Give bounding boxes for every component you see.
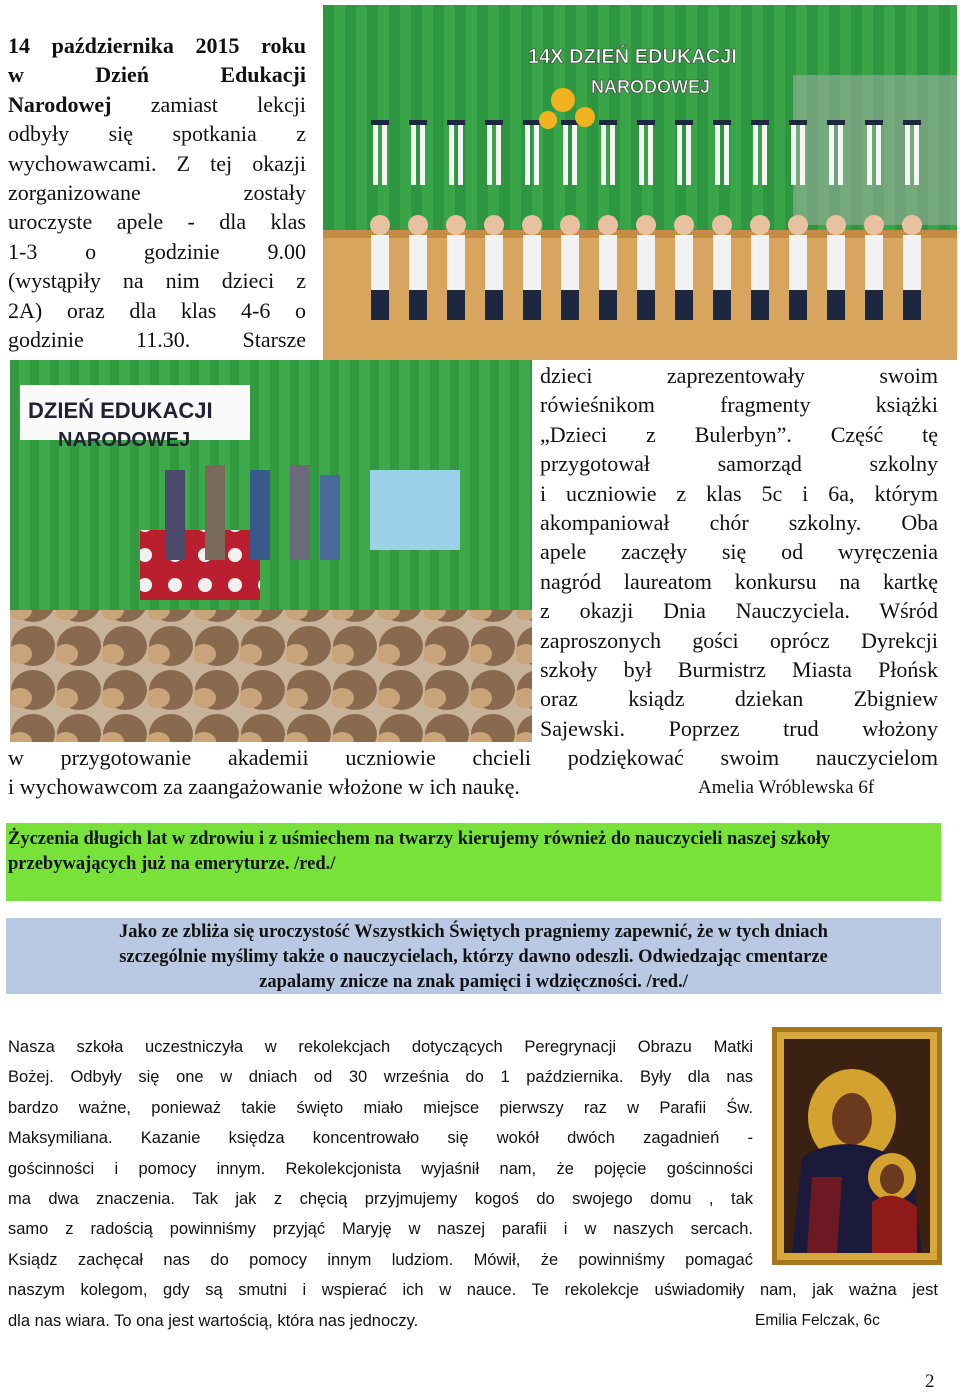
article2-full-line-text: naszym kolegom, gdy są smutni i wspierać ich w nauce. Te rekolekcje uświadomiły nam, jak ważna jest <box>8 1281 938 1299</box>
article1-right-line: szkoły był Burmistrz Miasta Płońsk <box>540 657 938 683</box>
photo2-banner-top: DZIEŃ EDUKACJI <box>28 398 213 423</box>
article1-left-line <box>8 60 306 89</box>
photo-stage-performance <box>10 360 532 742</box>
article2-body <box>8 1032 753 1275</box>
article1-right-line: z okazji Dnia Nauczyciela. Wśród <box>540 598 938 624</box>
article1-left-line <box>8 207 306 236</box>
article1-text: godzinie 11.30. Starsze <box>8 327 306 353</box>
icon-painting <box>772 1027 942 1265</box>
article1-left-line <box>8 296 306 325</box>
article1-right-line: apele zaczęły się od wyręczenia <box>540 539 938 565</box>
photo1-banner-top: 14X DZIEŃ EDUKACJI <box>528 46 737 68</box>
article1-right-line: zaproszonych gości oprócz Dyrekcji <box>540 627 938 653</box>
article2-line: Ksiądz zachęcał nas do pomocy innym ludziom. Mówił, że powinniśmy pomagać <box>8 1250 753 1269</box>
article1-left-line <box>8 119 306 148</box>
photo2-banner-bottom: NARODOWEJ <box>58 429 191 451</box>
page-number-text: 2 <box>925 1371 935 1392</box>
article2-author <box>755 1306 880 1336</box>
article1-author <box>698 776 874 800</box>
article2-author-text: Emilia Felczak, 6c <box>755 1312 880 1329</box>
article1-text: zamiast lekcji <box>111 91 306 117</box>
article1-left-line <box>8 325 306 354</box>
article1-text: uroczyste apele - dla klas <box>8 209 306 235</box>
article1-text: (wystąpiły na nim dzieci z <box>8 268 306 294</box>
article2-line: Bożej. Odbyły się one w dniach od 30 września do 1 października. Były dla nas <box>8 1068 753 1087</box>
green-wishes-box <box>6 823 941 901</box>
article1-text: 2A) oraz dla klas 4-6 o <box>8 297 306 323</box>
photo-children-line <box>323 5 957 360</box>
article1-right-column <box>540 361 938 743</box>
article2-line: Maksymiliana. Kazanie księdza koncentrowało się wokół dwóch zagadnień - <box>8 1129 753 1148</box>
article1-author-text: Amelia Wróblewska 6f <box>698 777 875 798</box>
photo-children-line-image <box>323 5 957 360</box>
article2-line: ma dwa znaczenia. Tak jak z chęcią przyjmujemy kogoś do swojego domu , tak <box>8 1190 753 1209</box>
article2-line: samo z radością powinniśmy przyjąć Maryję w naszej parafii i w naszych sercach. <box>8 1220 753 1239</box>
blue-memory-line: zapalamy znicze na znak pamięci i wdzięczności. /red./ <box>259 971 688 992</box>
article1-right-line: oraz ksiądz dziekan Zbigniew <box>540 686 938 712</box>
blue-memory-box <box>6 918 941 994</box>
article1-text: odbyły się spotkania z <box>8 121 306 147</box>
article1-bold-text: 14 października 2015 roku <box>8 33 306 58</box>
article1-right-line: Sajewski. Poprzez trud włożony <box>540 715 938 741</box>
article1-right-line: „Dzieci z Bulerbyn”. Część tę <box>540 421 938 447</box>
article1-left-line <box>8 149 306 178</box>
article1-right-line: i uczniowie z klas 5c i 6a, którym <box>540 480 938 506</box>
article1-text: 1-3 o godzinie 9.00 <box>8 238 306 264</box>
green-wishes-text: Życzenia długich lat w zdrowiu i z uśmiechem na twarzy kierujemy również do nauczycieli naszej szkoły przebywających już na emeryturze. /red./ <box>8 829 831 874</box>
article2-line: Nasza szkoła uczestniczyła w rekolekcjach dotyczących Peregrynacji Obrazu Matki <box>8 1038 753 1056</box>
article2-line: gościnności i pomocy innym. Rekolekcjonista wyjaśnił nam, że pojęcie gościnności <box>8 1159 753 1178</box>
article1-right-line: rówieśnikom fragmenty książki <box>540 392 938 418</box>
article2-full-line <box>8 1275 938 1305</box>
madonna-icon-image <box>772 1027 942 1265</box>
article1-right-line: nagród laureatom konkursu na kartkę <box>540 568 938 594</box>
article1-left-line <box>8 31 306 60</box>
article1-right-line: dzieci zaprezentowały swoim <box>540 363 938 388</box>
article1-bold-text: w Dzień Edukacji <box>8 62 306 88</box>
photo-stage-performance-image <box>10 360 532 742</box>
article1-full-line-text: w przygotowanie akademii uczniowie chcieli podziękować swoim nauczycielom <box>8 745 938 770</box>
article1-left-line <box>8 266 306 295</box>
article2-line: bardzo ważne, ponieważ takie święto miało miejsce pierwszy raz w Parafii Św. <box>8 1098 753 1117</box>
article1-last-line-text: i wychowawcom za zaangażowanie włożone w ich naukę. <box>8 774 520 799</box>
article1-left-line <box>8 237 306 266</box>
blue-memory-line: Jako ze zbliża się uroczystość Wszystkich Świętych pragniemy zapewnić, że w tych dniach <box>119 922 828 942</box>
photo1-banner-bottom: NARODOWEJ <box>591 77 711 97</box>
article1-left-line <box>8 90 306 119</box>
blue-memory-line: szczególnie myślimy także o nauczycielach, którzy dawno odeszli. Odwiedzając cmentarze <box>119 946 828 967</box>
article2-last-line-text: dla nas wiara. To ona jest wartością, która nas jednoczy. <box>8 1312 419 1330</box>
article1-text: wychowawcami. Z tej okazji <box>8 150 306 176</box>
article1-right-line: akompaniował chór szkolny. Oba <box>540 510 938 536</box>
sunflower-icon <box>551 88 575 112</box>
page-number <box>925 1371 935 1393</box>
article1-text: zorganizowane zostały <box>8 180 306 206</box>
article1-left-column <box>8 31 306 354</box>
article1-bold-text: Narodowej <box>8 91 112 117</box>
article1-full-line <box>8 743 938 772</box>
article1-right-line: przygotował samorząd szkolny <box>540 451 938 477</box>
article1-left-line <box>8 178 306 207</box>
